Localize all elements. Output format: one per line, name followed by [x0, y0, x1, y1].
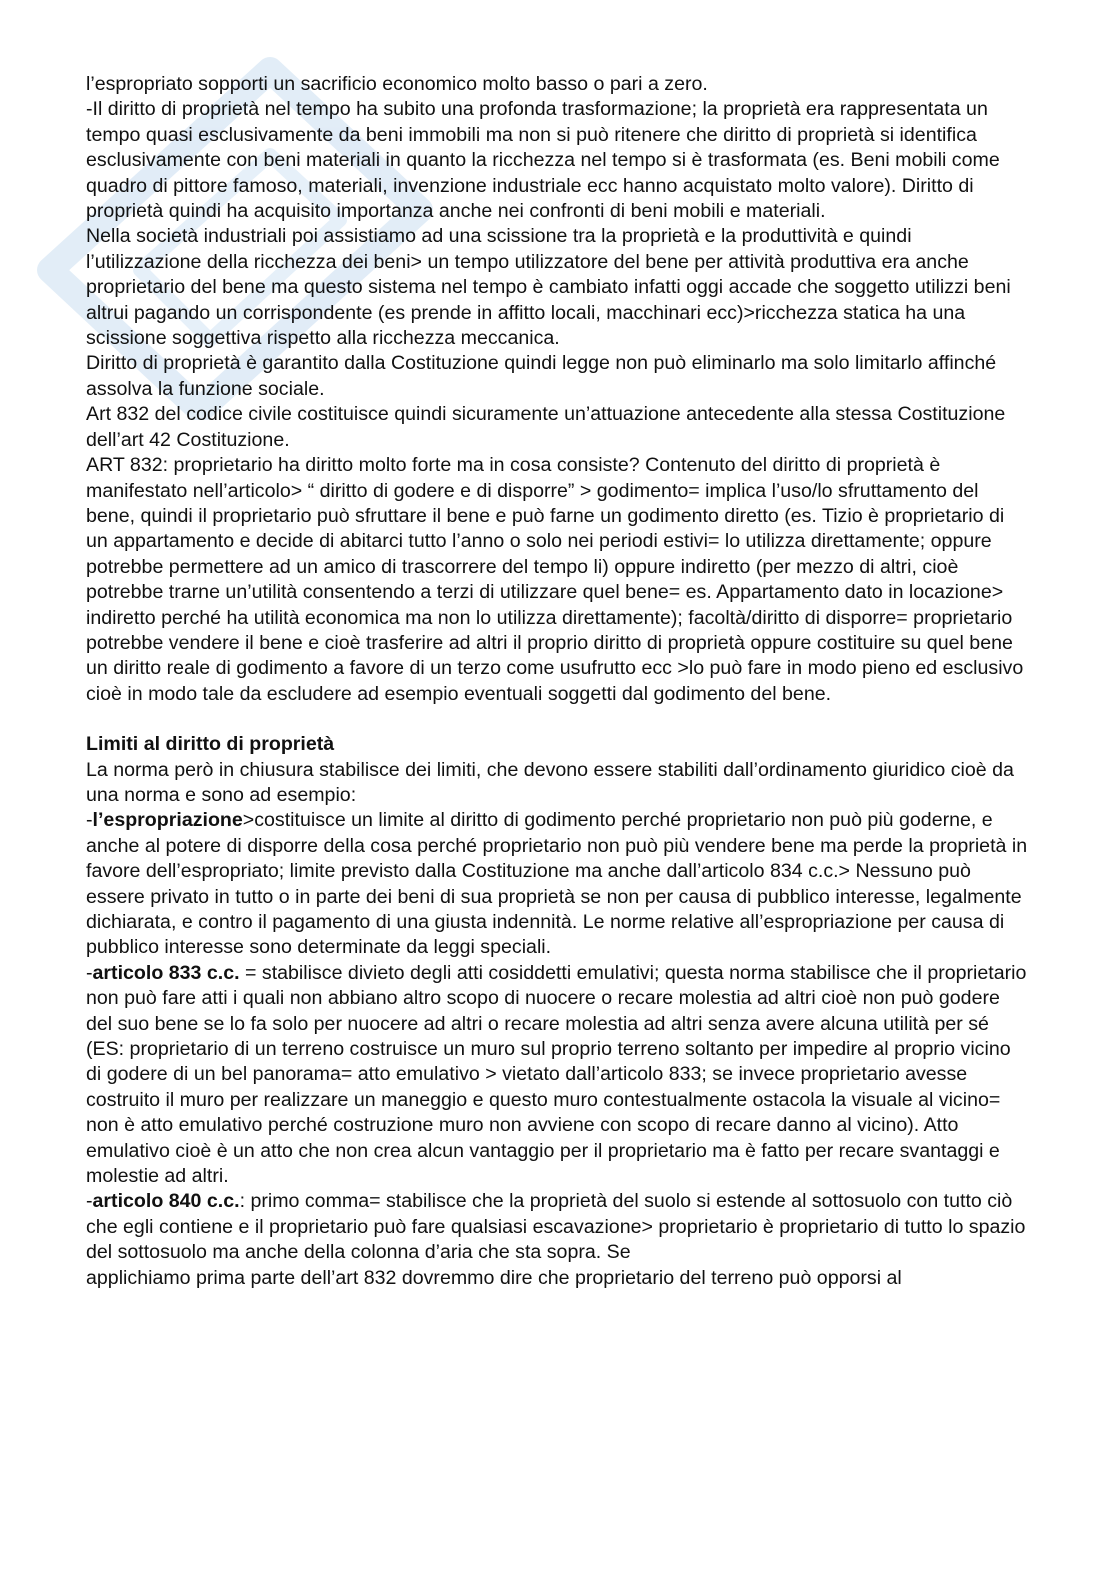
limit-item-articolo-840 [86, 1189, 1031, 1265]
item-prefix: - [86, 1190, 93, 1213]
section-heading: Limiti al diritto di proprietà [86, 733, 335, 756]
item-prefix: - [86, 809, 93, 832]
limit-item-articolo-833 [86, 961, 1031, 1190]
item-text: >costituisce un limite al diritto di godimento perché proprietario non può più goderne, e anche al potere di disporre della cosa perché proprietario non può più vendere bene ma perde la proprietà in favore dell’espropriato; limite previsto dalla Costituzione ma anche dall’articolo 834 c.c.> Nessuno può essere privato in tutto o in parte dei beni di sua proprietà se non per causa di pubblico interesse, legalmente dichiarata, e contro il pagamento di una giusta indennità. Le norme relative all’espropriazione per causa di pubblico interesse sono determinate da leggi speciali. [86, 809, 1028, 959]
item-title: articolo 840 c.c. [92, 1190, 240, 1213]
section-intro: La norma però in chiusura stabilisce dei limiti, che devono essere stabiliti dall’ordinamento giuridico cioè da una norma e sono ad esempio: [86, 758, 1014, 806]
item-prefix: - [86, 961, 93, 984]
paragraph: Art 832 del codice civile costituisce quindi sicuramente un’attuazione antecedente alla stessa Costituzione dell’art 42 Costituzione. [86, 403, 1006, 451]
paragraph: -Il diritto di proprietà nel tempo ha subito una profonda trasformazione; la proprietà era rappresentata un tempo quasi esclusivamente da beni immobili ma non si può ritenere che diritto di proprietà si identifica esclusivamente con beni materiali in quanto la ricchezza nel tempo si è trasformata (es. Beni mobili come quadro di pittore famoso, materiali, invenzione industriale ecc hanno acquistato molto valore). Diritto di proprietà quindi ha acquisito importanza anche nei confronti di beni mobili e materiali. [86, 98, 1000, 223]
cut-off-line: applichiamo prima parte dell’art 832 dovremmo dire che proprietario del terreno può opporsi al [86, 1266, 902, 1289]
paragraph: ART 832: proprietario ha diritto molto forte ma in cosa consiste? Contenuto del diritto di proprietà è manifestato nell’articolo> “ diritto di godere e di disporre” > godimento= implica l’uso/lo sfruttamento del bene, quindi il proprietario può sfruttare il bene e può farne un godimento diretto (es. Tizio è proprietario di un appartamento e decide di abitarci tutto l’anno o solo nei periodi estivi= lo utilizza direttamente; oppure potrebbe permettere ad un amico di trascorrere del tempo li) oppure indiretto (per mezzo di altri, cioè potrebbe trarne un’utilità consentendo a terzi di utilizzare quel bene= es. Appartamento dato in locazione> indiretto perché ha utilità economica ma non lo utilizza direttamente); facoltà/diritto di disporre= proprietario potrebbe vendere il bene e cioè trasferire ad altri il proprio diritto di proprietà oppure costituire su quel bene un diritto reale di godimento a favore di un terzo come usufrutto ecc >lo può fare in modo pieno ed esclusivo cioè in modo tale da escludere ad esempio eventuali soggetti dal godimento del bene. [86, 454, 1024, 705]
document-page [86, 72, 1031, 1291]
item-title: l’espropriazione [92, 809, 243, 832]
paragraph: Diritto di proprietà è garantito dalla Costituzione quindi legge non può eliminarlo ma solo limitarlo affinché assolva la funzione sociale. [86, 352, 997, 400]
item-text: : primo comma= stabilisce che la proprietà del suolo si estende al sottosuolo con tutto ciò che egli contiene e il proprietario può fare qualsiasi escavazione> proprietario è proprietario di tutto lo spazio del sottosuolo ma anche della colonna d’aria che sta sopra. Se [86, 1190, 1026, 1264]
item-text: = stabilisce divieto degli atti cosiddetti emulativi; questa norma stabilisce che il proprietario non può fare atti i quali non abbiano altro scopo di nuocere o recare molestia ad altri cioè non può godere del suo bene se lo fa solo per nuocere ad altri o recare molestia ad altri senza avere alcuna utilità per sé (ES: proprietario di un terreno costruisce un muro sul proprio terreno soltanto per impedire al proprio vicino di godere di un bel panorama= atto emulativo > vietato dall’articolo 833; se invece proprietario avesse costruito il muro per realizzare un maneggio e questo muro contestualmente ostacola la visuale al vicino= non è atto emulativo perché costruzione muro non avviene con scopo di recare danno al vicino). Atto emulativo cioè è un atto che non crea alcun vantaggio per il proprietario ma è fatto per recare svantaggi e molestie ad altri. [86, 961, 1027, 1188]
paragraph: l’espropriato sopporti un sacrificio economico molto basso o pari a zero. [86, 73, 708, 95]
limit-item-espropriazione [86, 808, 1031, 960]
item-title: articolo 833 c.c. [92, 961, 240, 984]
paragraph: Nella società industriali poi assistiamo ad una scissione tra la proprietà e la produttività e quindi l’utilizzazione della ricchezza dei beni> un tempo utilizzatore del bene per attività produttiva era anche proprietario del bene ma questo sistema nel tempo è cambiato infatti oggi accade che soggetto utilizzi beni altrui pagando un corrispondente (es prende in affitto locali, macchinari ecc)>ricchezza statica ha una scissione soggettiva rispetto alla ricchezza meccanica. [86, 225, 1011, 350]
